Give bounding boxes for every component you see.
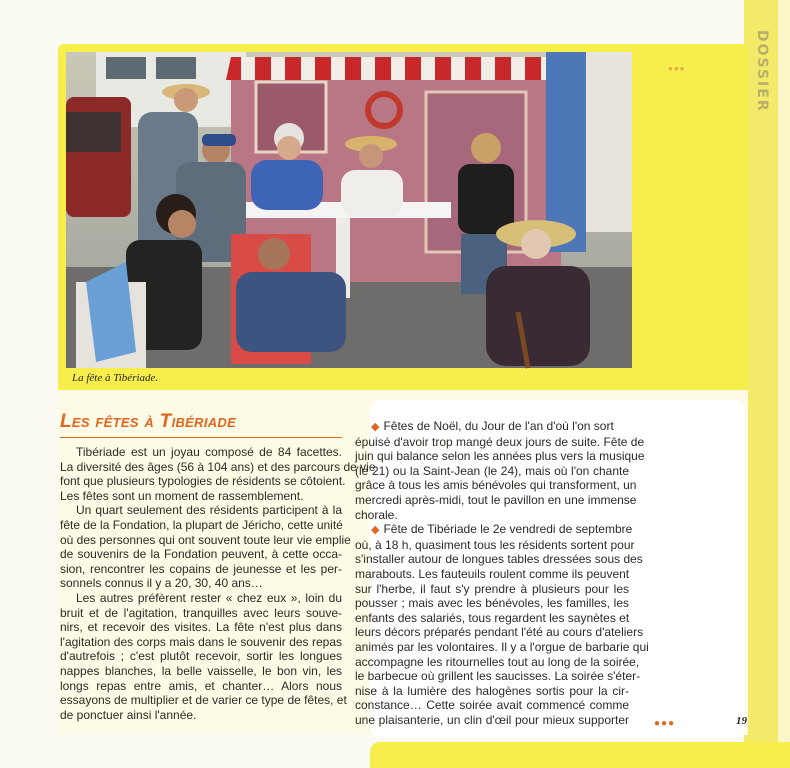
- text-line-content: pousser ; mais avec les bénévoles, les familles, les: [355, 596, 629, 611]
- text-line: [60, 547, 342, 562]
- article-title: Les fêtes à Tibériade: [60, 411, 237, 432]
- text-line: [355, 522, 633, 538]
- text-line: [60, 679, 342, 694]
- text-line: [355, 492, 637, 508]
- text-line-content: nappes blanches, la belle vaisselle, le bon vin, les: [60, 663, 342, 678]
- text-line: [355, 582, 629, 597]
- text-line-content: bruit et de l'agitation, tranquilles avec leurs souve-: [60, 605, 342, 620]
- text-line: [60, 474, 346, 489]
- text-line: [355, 567, 629, 582]
- text-line-content: Fêtes de Noël, du Jour de l'an d'où l'on sort: [383, 419, 614, 433]
- diamond-bullet-icon: ◆: [371, 421, 380, 433]
- text-line-content: nirs, et recevoir des visites. La fête n'est plus dans: [60, 620, 342, 635]
- text-line-content: le barbecue où grillent les saucisses. La soirée s'éter-: [355, 669, 641, 684]
- text-line-content: La diversité des âges (56 à 104 ans) et des parcours de vie: [60, 459, 376, 474]
- text-line-content: sion, rencontrer les copains de jeunesse et les per-: [60, 561, 342, 576]
- text-line: [60, 606, 342, 621]
- text-line-content: l'agitation des corps mais dans le souvenir des repas: [60, 634, 342, 649]
- text-line-content: chorale.: [355, 507, 398, 522]
- text-line-content: juin qui balance selon les années plus vers la musique: [355, 449, 645, 464]
- text-line-content: grâce à tous les amis bénévoles qui transforment, un: [355, 478, 637, 493]
- text-line-content: une plaisanterie, un clin d'œil pour mieux supporter: [355, 712, 629, 727]
- text-line: [355, 684, 629, 699]
- text-line-content: longs repas entre amis, et chanter… Alors nous: [60, 678, 342, 693]
- text-line-content: où, à 18 h, quasiment tous les résidents sortent pour: [355, 537, 635, 552]
- text-line: [355, 449, 645, 464]
- text-line-content: mercredi après-midi, tout le pavillon en une immense: [355, 492, 637, 507]
- text-line-content: essayons de multiplier et de varier ce type de fêtes, et: [60, 693, 347, 708]
- event-photo: [66, 52, 632, 368]
- text-line-content: leurs décors préparés pendant l'été au cours d'ateliers: [355, 625, 644, 640]
- text-line: [60, 620, 342, 635]
- text-line-content: marabouts. Les fauteuils roulent comme ils peuvent: [355, 566, 630, 581]
- text-line-content: épuisé d'avoir trop mangé deux jours de suite. Fête de: [355, 434, 645, 449]
- text-line-content: accompagne les ritournelles tout au long de la soirée,: [355, 654, 640, 669]
- text-line-content: Fête de Tibériade le 2e vendredi de septembre: [383, 522, 633, 537]
- text-line-content: où des personnes qui ont souvent toute leur vie emplie: [60, 532, 351, 547]
- text-line-content: constance… Cette soirée avait commencé comme: [355, 698, 629, 713]
- text-line-content: de souvenirs de la Fondation peuvent, à cette occa-: [60, 547, 342, 562]
- article-left-column: [60, 445, 376, 722]
- text-line: [60, 459, 376, 475]
- text-line-content: s'installer autour de longues tables dressées sous des: [355, 552, 643, 567]
- text-line-content: enfants des salariés, tous regardent les saynètes et: [355, 610, 630, 625]
- text-line: [60, 562, 342, 577]
- text-line: [355, 419, 629, 435]
- text-line: [60, 708, 342, 723]
- text-line-content: animés par les volontaires. Il y a l'orgue de barbarie qui: [355, 639, 649, 654]
- text-line: [60, 591, 342, 606]
- text-line-content: nise à la lumière des halogènes sortis pour la cir-: [355, 683, 629, 698]
- text-line: [355, 478, 637, 493]
- text-line: [355, 596, 629, 611]
- text-line: [60, 693, 347, 708]
- text-line-content: font que plusieurs typologies de résidents se côtoient.: [60, 474, 346, 489]
- text-line-content: Les autres préfèrent rester « chez eux », loin du: [76, 590, 342, 605]
- text-line: [60, 576, 342, 591]
- text-line-content: sur l'herbe, il faut s'y prendre à plusieurs pour les: [355, 581, 629, 596]
- text-line: [355, 434, 645, 450]
- text-line: [355, 669, 641, 684]
- text-line: [60, 445, 342, 460]
- article-right-column: [355, 419, 649, 727]
- text-line-content: (le 21) ou la Saint-Jean (le 24), mais où l'on chante: [355, 463, 629, 478]
- title-underline: [60, 437, 342, 438]
- text-line: [355, 611, 629, 626]
- text-line: [355, 537, 635, 553]
- text-line: [60, 649, 342, 664]
- diamond-bullet-icon: ◆: [371, 524, 380, 537]
- text-line: [355, 464, 629, 479]
- text-line-content: Les fêtes sont un moment de rassemblement.: [60, 488, 304, 503]
- text-line: [355, 508, 629, 523]
- text-line: [355, 639, 649, 655]
- photo-caption: La fête à Tibériade.: [72, 372, 159, 384]
- text-line-content: sonnels connus il y a 20, 30, 40 ans…: [60, 576, 263, 591]
- text-line: [60, 635, 342, 650]
- text-line: [355, 713, 629, 728]
- text-line-content: de ponctuer ainsi l'année.: [60, 707, 197, 722]
- text-line: [355, 625, 644, 640]
- text-line: [60, 503, 342, 518]
- text-line: [355, 698, 629, 713]
- text-line-content: Un quart seulement des résidents participent à la: [76, 503, 342, 518]
- text-line-content: d'autrefois ; c'est plutôt recevoir, sortir les longues: [60, 649, 342, 664]
- text-line-content: fête de la Fondation, la plupart de Jéricho, cette unité: [60, 517, 343, 532]
- page-edge-highlight: [778, 0, 790, 768]
- footer-dots: ●●●: [654, 718, 676, 729]
- text-line-content: Tibériade est un joyau composé de 84 facettes.: [76, 445, 342, 459]
- text-line: [60, 489, 342, 504]
- text-line: [355, 552, 643, 567]
- text-line: [60, 532, 351, 548]
- section-label: DOSSIER: [754, 30, 770, 113]
- bottom-band: [370, 742, 790, 768]
- text-line: [60, 664, 342, 679]
- text-line: [60, 518, 342, 533]
- decorative-dots: ●●●: [668, 64, 686, 73]
- page-number: 19: [736, 715, 747, 727]
- text-line: [355, 654, 640, 670]
